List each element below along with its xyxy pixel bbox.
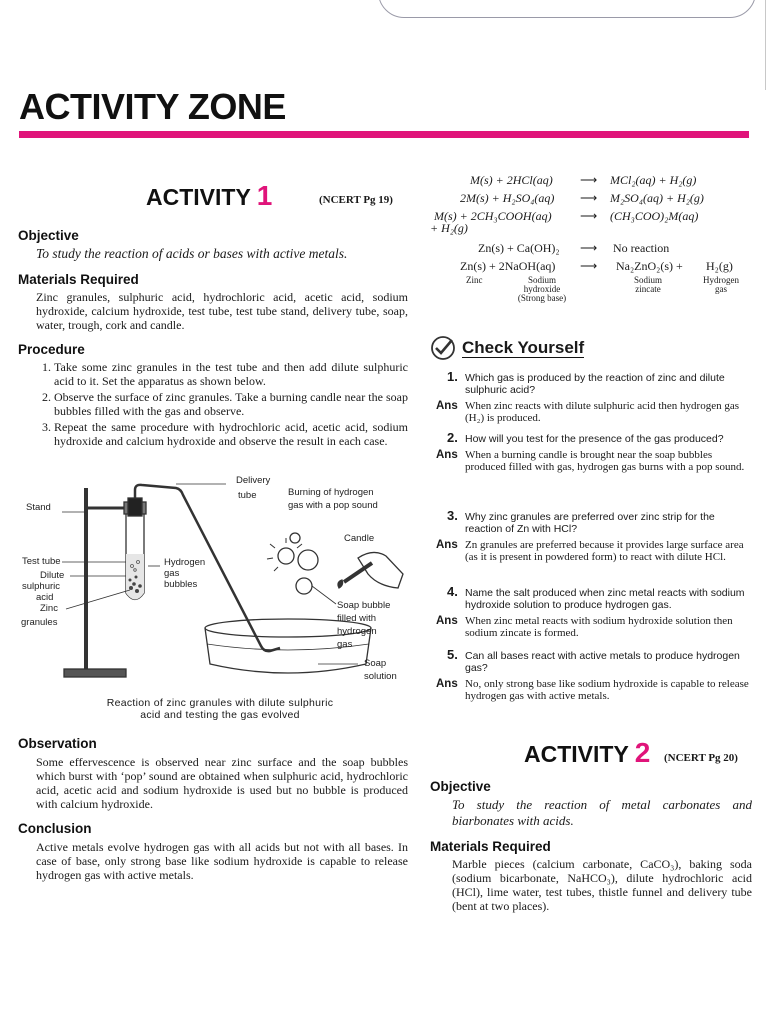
activity2-materials-heading: Materials Required (430, 839, 551, 854)
soap-bubble-small (290, 533, 300, 543)
label-hydrogen-1: Hydrogen (164, 557, 206, 568)
stand-base (64, 669, 126, 677)
equation-3-cont (430, 220, 752, 240)
apparatus-figure (18, 475, 408, 728)
label-soap-bubble-2: filled with (337, 613, 377, 624)
arrow-icon: ⟶ (580, 259, 598, 273)
label-dilute-1: Dilute (40, 570, 65, 581)
question (436, 508, 752, 535)
question-number: 3. (447, 508, 458, 523)
qa-item (436, 430, 752, 473)
cork (128, 498, 142, 516)
label-soap-bubble-3: hydrogen (337, 626, 377, 637)
activity1-heading (18, 176, 408, 214)
observation-heading: Observation (18, 736, 97, 751)
qa-item (436, 584, 752, 639)
conclusion-heading: Conclusion (18, 821, 92, 836)
label-candle: Candle (344, 533, 375, 544)
procedure-step: 3. Repeat the same procedure with hydrochloric acid, acetic acid, sodium hydroxide and calcium hydroxide and observe the result in each case. (54, 420, 408, 448)
answer-text: When zinc metal reacts with sodium hydroxide solution then sodium zincate is formed. (465, 615, 733, 639)
check-yourself-header (430, 334, 584, 362)
equation-5 (430, 258, 752, 276)
answer-text: No, only strong base like sodium hydroxide is capable to release hydrogen gas with active metals. (465, 678, 749, 702)
conclusion-text: Active metals evolve hydrogen gas with all acids but not with all bases. In case of base, only strong base like sodium hydroxide is capable to release hydrogen gas with active metals. (36, 840, 408, 882)
qa-item (436, 508, 752, 563)
materials-heading: Materials Required (18, 272, 139, 287)
top-tab-decoration (378, 0, 756, 18)
check-yourself-title: Check Yourself (462, 338, 585, 357)
answer (436, 539, 752, 563)
soap-bubble (296, 578, 312, 594)
question (436, 369, 752, 396)
answer-text: Zn granules are preferred because it provides large surface area (as it is present in powdered form) to react with dilute HCl. (465, 539, 744, 563)
label-hydrogen-2: gas (164, 568, 180, 579)
question-number: 4. (447, 584, 458, 599)
activity2-label (524, 737, 650, 769)
question-number: 1. (447, 369, 458, 384)
procedure-step: 1. Take some zinc granules in the test tube and then add dilute sulphuric acid to it. Set the apparatus as shown below. (54, 360, 408, 388)
question-text: Which gas is produced by the reaction of zinc and dilute sulphuric acid? (465, 372, 725, 396)
objective-heading: Objective (18, 228, 79, 243)
objective-text: To study the reaction of acids or bases with active metals. (36, 246, 348, 261)
label-zinc-2: granules (21, 617, 58, 628)
label-soap-bubble-1: Soap bubble (337, 600, 391, 611)
label-soap-solution-2: solution (364, 671, 397, 682)
eq4-left: Zn(s) + Ca(OH)₂ (478, 241, 560, 255)
activity2-number: 2 (634, 737, 651, 768)
label-sodium-zincate-1: Sodium (633, 275, 662, 285)
activity2-ref: (NCERT Pg 20) (664, 752, 738, 764)
answer (436, 678, 752, 702)
activity2-materials-text: Marble pieces (calcium carbonate, CaCO₃), baking soda (sodium bicarbonate, NaHCO₃), dilute hydrochloric acid (HCl), lime water, test tubes, thistle funnel and delivery tube (bent at two places). (452, 857, 752, 913)
answer (436, 449, 752, 473)
label-sodium-hydroxide-3: (Strong base) (517, 293, 567, 303)
label-zinc-1: Zinc (40, 603, 58, 614)
activity1-section (18, 176, 408, 450)
candle-flame (338, 580, 343, 588)
procedure-list (36, 360, 408, 448)
eq3-left: M(s) + 2CH₃COOH(aq) (434, 209, 552, 223)
figure-caption-line-2: acid and testing the gas evolved (140, 709, 300, 721)
answer-label: Ans (436, 449, 458, 461)
equation-5-labels (430, 276, 752, 310)
label-soap-solution-1: Soap (364, 658, 387, 669)
label-hydrogen-1: Hydrogen (703, 275, 739, 285)
question-text: How will you test for the presence of the gas produced? (465, 433, 724, 445)
label-hydrogen-3: bubbles (164, 579, 198, 590)
eq3-cont: + H₂(g) (430, 221, 468, 235)
activity1-number: 1 (256, 180, 273, 211)
label-sodium-zincate-2: zincate (635, 284, 661, 294)
label-soap-bubble-4: gas (337, 639, 353, 650)
label-delivery-tube-1: Delivery (236, 475, 271, 486)
question (436, 647, 752, 674)
title-underline (19, 131, 749, 138)
eq1-left: M(s) + 2HCl(aq) (470, 173, 553, 187)
label-test-tube: Test tube (22, 556, 61, 567)
figure-caption-line-1: Reaction of zinc granules with dilute sulphuric (106, 697, 334, 709)
activity1-name: ACTIVITY (146, 184, 251, 210)
equations-block (430, 172, 752, 310)
eq1-right: MCl₂(aq) + H₂(g) (610, 173, 697, 187)
question-text: Why zinc granules are preferred over zinc strip for the reaction of Zn with HCl? (465, 511, 715, 535)
label-sodium-hydroxide-2: hydroxide (523, 284, 561, 294)
equation-1 (430, 172, 752, 190)
question (436, 430, 752, 445)
label-sodium-hydroxide-1: Sodium (527, 275, 556, 285)
observation-text: Some effervescence is observed near zinc surface and the soap bubbles which burst with ‘pop’ sound are obtained when sulphuric acid, hydrochloric acid, acetic acid and sodium hydroxide is used but no bubble is produced with calcium hydroxide. (36, 755, 408, 811)
label-hydrogen-2: gas (715, 284, 727, 294)
question-number: 5. (447, 647, 458, 662)
eq5-right: Na₂ZnO₂(s) + (616, 259, 683, 273)
qa-item (436, 369, 752, 424)
activity2-name: ACTIVITY (524, 741, 629, 767)
answer-label: Ans (436, 615, 458, 627)
soap-bubble-large (298, 550, 318, 570)
eq5-left: Zn(s) + 2NaOH(aq) (460, 259, 556, 273)
label-burning-2: gas with a pop sound (288, 500, 378, 511)
check-circle-icon (430, 335, 456, 361)
activity2-objective-text: To study the reaction of metal carbonates and biarbonates with acids. (452, 797, 752, 828)
leader-zinc (66, 590, 130, 609)
page-title: ACTIVITY ZONE (19, 86, 286, 127)
label-dilute-3: acid (36, 592, 54, 603)
answer-text: When zinc reacts with dilute sulphuric acid then hydrogen gas (H₂) is produced. (465, 400, 739, 424)
answer (436, 400, 752, 424)
question-text: Name the salt produced when zinc metal reacts with sodium hydroxide solution to produce hydrogen gas. (465, 587, 745, 611)
question-number: 2. (447, 430, 458, 445)
answer (436, 615, 752, 639)
activity2-section (430, 735, 752, 923)
label-stand: Stand (26, 502, 51, 513)
arrow-icon: ⟶ (580, 241, 598, 255)
qa-item (436, 647, 752, 702)
answer-text: When a burning candle is brought near the soap bubbles produced filled with gas, hydrogen gas burns with a pop sound. (465, 449, 745, 473)
question (436, 584, 752, 611)
edge-line (765, 0, 766, 90)
activity2-heading (430, 735, 752, 779)
answer-label: Ans (436, 400, 458, 412)
answer-label: Ans (436, 678, 458, 690)
label-dilute-2: sulphuric (22, 581, 61, 592)
observation-section (18, 736, 408, 892)
leader-soap-bubble (312, 586, 336, 604)
label-delivery-tube-2: tube (238, 490, 257, 501)
eq2-left: 2M(s) + H₂SO₄(aq) (460, 191, 555, 205)
arrow-icon: ⟶ (580, 191, 598, 205)
activity1-label (146, 180, 272, 212)
eq2-right: M₂SO₄(aq) + H₂(g) (610, 191, 704, 205)
eq4-right: No reaction (613, 241, 670, 255)
label-zinc: Zinc (466, 275, 483, 285)
arrow-icon: ⟶ (580, 173, 598, 187)
answer-label: Ans (436, 539, 458, 551)
procedure-heading: Procedure (18, 342, 85, 357)
figure-caption (70, 697, 370, 721)
soap-bubble-burst (278, 548, 294, 564)
eq5-h2: H₂(g) (706, 259, 733, 273)
materials-text: Zinc granules, sulphuric acid, hydrochloric acid, acetic acid, sodium hydroxide, calcium hydroxide, test tube, test tube stand, delivery tube, soap, water, trough, cork and candle. (36, 290, 408, 332)
question-text: Can all bases react with active metals to produce hydrogen gas? (465, 650, 740, 674)
activity2-objective-heading: Objective (430, 779, 491, 794)
equation-2 (430, 190, 752, 208)
activity1-ref: (NCERT Pg 19) (319, 194, 393, 206)
label-burning-1: Burning of hydrogen (288, 487, 374, 498)
arrow-icon: ⟶ (580, 209, 598, 223)
equation-4 (430, 240, 752, 258)
procedure-step: 2. Observe the surface of zinc granules. Take a burning candle near the soap bubbles filled with the gas and observe. (54, 390, 408, 418)
eq3-right: (CH₃COO)₂M(aq) (610, 209, 699, 223)
